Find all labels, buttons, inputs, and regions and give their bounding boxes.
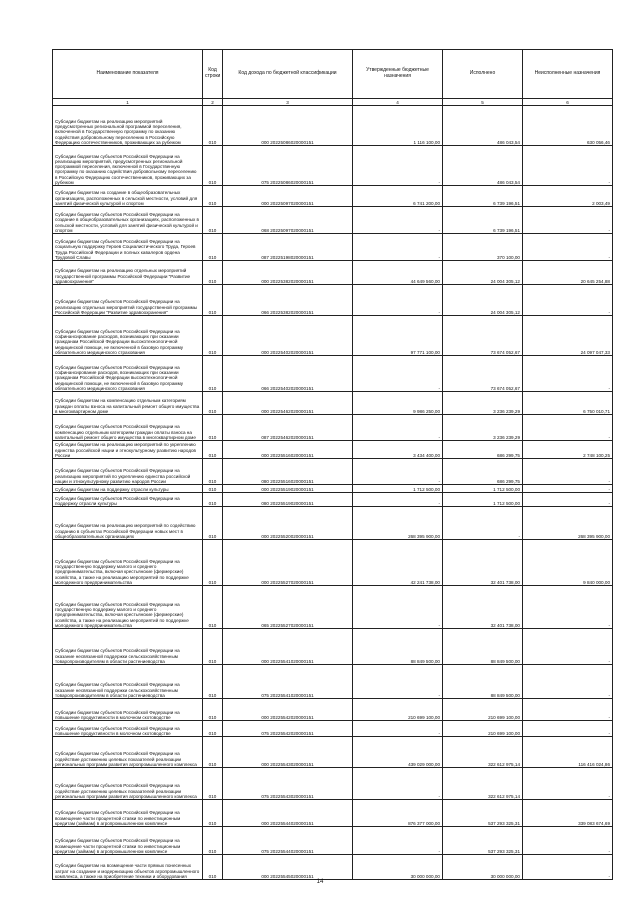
row-revenue-code: 000 20225519020000151 xyxy=(223,485,353,493)
row-name: Субсидии бюджетам субъектов Российской Федерации на софинансирование расходов, возникающих при оказании гражданам Российской Федерации высокотехнологичной медицинской помощи, не включенной в базовую программу обязательного медицинского страхования xyxy=(53,356,203,392)
row-line-code: 010 xyxy=(203,415,223,441)
row-approved: 30 000 000,00 xyxy=(353,855,443,880)
row-revenue-code: 000 20225541020000151 xyxy=(223,629,353,665)
row-remaining: - xyxy=(523,699,613,721)
row-line-code: 010 xyxy=(203,699,223,721)
row-remaining: 2 748 100,25 xyxy=(523,441,613,459)
row-approved: - xyxy=(353,665,443,699)
row-name: Субсидии бюджетам субъектов Российской Федерации на повышение продуктивности в молочном скотоводстве xyxy=(53,699,203,721)
table-row xyxy=(53,356,613,392)
table-row xyxy=(53,855,613,880)
page-number: 14 xyxy=(316,879,324,885)
row-revenue-code: 000 20225543020000151 xyxy=(223,737,353,768)
row-remaining: - xyxy=(523,356,613,392)
row-remaining: 116 416 024,86 xyxy=(523,737,613,768)
table-row xyxy=(53,827,613,855)
row-executed: - xyxy=(443,507,523,540)
row-executed: 3 236 239,29 xyxy=(443,415,523,441)
row-executed: 322 612 975,14 xyxy=(443,737,523,768)
row-name: Субсидии бюджетам субъектов Российской Федерации на оказание несвязанной поддержки сельскохозяйственным товаропроизводителям в области растениеводства xyxy=(53,665,203,699)
table-row xyxy=(53,441,613,459)
row-remaining: - xyxy=(523,629,613,665)
row-executed: 24 004 305,12 xyxy=(443,285,523,316)
row-revenue-code: 068 20225097020000151 xyxy=(223,207,353,234)
col-number: 1 xyxy=(53,99,203,106)
table-row xyxy=(53,459,613,485)
row-line-code: 010 xyxy=(203,665,223,699)
row-name: Субсидии бюджетам субъектов Российской Федерации на содействие достижению целевых показателей реализации региональных программ развития агропромышленного комплекса xyxy=(53,737,203,768)
row-remaining: 268 395 900,00 xyxy=(523,507,613,540)
table-row xyxy=(53,186,613,207)
row-revenue-code: 087 20225198020000151 xyxy=(223,234,353,261)
row-remaining: - xyxy=(523,586,613,629)
table-row xyxy=(53,629,613,665)
row-line-code: 010 xyxy=(203,106,223,146)
row-approved: 876 377 000,00 xyxy=(353,800,443,827)
row-revenue-code: 080 20225519020000151 xyxy=(223,493,353,507)
row-approved: - xyxy=(353,493,443,507)
row-executed: 88 849 500,00 xyxy=(443,665,523,699)
table-row xyxy=(53,665,613,699)
table-row xyxy=(53,392,613,415)
row-line-code: 010 xyxy=(203,146,223,186)
row-approved: - xyxy=(353,459,443,485)
row-line-code: 010 xyxy=(203,356,223,392)
row-revenue-code: 000 20225545020000151 xyxy=(223,855,353,880)
row-executed: 1 712 500,00 xyxy=(443,485,523,493)
row-revenue-code: 000 20225520020000151 xyxy=(223,507,353,540)
table-row xyxy=(53,485,613,493)
row-name: Субсидии бюджетам субъектов Российской Федерации на реализацию мероприятий по укреплению единства российской нации и этнокультурному развитию народов России xyxy=(53,459,203,485)
row-revenue-code: 000 20225527020000151 xyxy=(223,540,353,586)
table-row xyxy=(53,540,613,586)
row-approved: 268 395 900,00 xyxy=(353,507,443,540)
row-name: Субсидии бюджетам на реализацию мероприятий по укреплению единства российской нации и этнокультурному развитию народов России xyxy=(53,441,203,459)
row-revenue-code: 066 20225382020000151 xyxy=(223,285,353,316)
row-revenue-code: 075 20225543020000151 xyxy=(223,768,353,800)
side-stamp xyxy=(597,862,621,888)
row-revenue-code: 075 20225544020000151 xyxy=(223,827,353,855)
col-number: 5 xyxy=(443,99,523,106)
row-executed: 486 043,54 xyxy=(443,146,523,186)
row-remaining: - xyxy=(523,459,613,485)
table-row xyxy=(53,721,613,737)
row-line-code: 010 xyxy=(203,459,223,485)
table-row xyxy=(53,768,613,800)
row-approved: 42 241 738,00 xyxy=(353,540,443,586)
row-executed: 537 293 325,31 xyxy=(443,827,523,855)
row-name: Субсидии бюджетам субъектов Российской Федерации на поддержку отрасли культуры xyxy=(53,493,203,507)
table-row xyxy=(53,493,613,507)
row-name: Субсидии бюджетам субъектов Российской Федерации на возмещение части процентной ставки по инвестиционным кредитам (займам) в агропромышленном комплексе xyxy=(53,800,203,827)
row-executed: 6 739 196,51 xyxy=(443,207,523,234)
row-executed: 88 849 500,00 xyxy=(443,629,523,665)
row-approved: - xyxy=(353,586,443,629)
row-name: Субсидии бюджетам субъектов Российской Федерации на создание в общеобразовательных организациях, расположенных в сельской местности, условий для занятий физической культурой и спортом xyxy=(53,207,203,234)
row-approved: 210 699 100,00 xyxy=(353,699,443,721)
row-executed: 686 299,75 xyxy=(443,459,523,485)
row-line-code: 010 xyxy=(203,586,223,629)
table-row xyxy=(53,800,613,827)
row-remaining: - xyxy=(523,146,613,186)
row-revenue-code: 000 20225402020000151 xyxy=(223,316,353,356)
row-revenue-code: 000 20225544020000151 xyxy=(223,800,353,827)
col-number: 6 xyxy=(523,99,613,106)
row-executed: 32 401 738,00 xyxy=(443,586,523,629)
row-executed: 32 401 738,00 xyxy=(443,540,523,586)
row-executed: 30 000 000,00 xyxy=(443,855,523,880)
report-sheet xyxy=(52,49,612,880)
row-approved: - xyxy=(353,146,443,186)
table-row xyxy=(53,737,613,768)
row-approved: - xyxy=(353,356,443,392)
header-row xyxy=(53,50,613,99)
row-name: Субсидии бюджетам на компенсацию отдельным категориям граждан оплаты взноса на капитальный ремонт общего имущества в многоквартирном доме xyxy=(53,392,203,415)
row-name: Субсидии бюджетам субъектов Российской Федерации на софинансирование расходов, возникающих при оказании гражданам Российской Федерации высокотехнологичной медицинской помощи, не включенной в базовую программу обязательного медицинского страхования xyxy=(53,316,203,356)
row-line-code: 010 xyxy=(203,855,223,880)
row-line-code: 010 xyxy=(203,261,223,285)
row-executed: 686 299,75 xyxy=(443,441,523,459)
row-approved: 6 741 200,00 xyxy=(353,186,443,207)
row-executed: 322 612 975,14 xyxy=(443,768,523,800)
table-row xyxy=(53,234,613,261)
row-revenue-code: 000 20225462020000151 xyxy=(223,392,353,415)
row-line-code: 010 xyxy=(203,392,223,415)
row-line-code: 010 xyxy=(203,316,223,356)
row-line-code: 010 xyxy=(203,285,223,316)
row-name: Субсидии бюджетам субъектов Российской Федерации на оказание несвязанной поддержки сельскохозяйственным товаропроизводителям в области растениеводства xyxy=(53,629,203,665)
row-approved: - xyxy=(353,827,443,855)
row-line-code: 010 xyxy=(203,207,223,234)
row-remaining: 9 840 000,00 xyxy=(523,540,613,586)
row-revenue-code: 065 20225527020000151 xyxy=(223,586,353,629)
row-remaining: - xyxy=(523,665,613,699)
column-number-row xyxy=(53,99,613,106)
row-name: Субсидии бюджетам субъектов Российской Федерации на повышение продуктивности в молочном скотоводстве xyxy=(53,721,203,737)
row-approved: - xyxy=(353,285,443,316)
row-remaining: - xyxy=(523,493,613,507)
col-number: 4 xyxy=(353,99,443,106)
row-revenue-code: 000 20225086020000151 xyxy=(223,106,353,146)
row-revenue-code: 080 20225516020000151 xyxy=(223,459,353,485)
row-revenue-code: 000 20225097020000151 xyxy=(223,186,353,207)
row-approved: - xyxy=(353,721,443,737)
row-revenue-code: 000 20225382020000151 xyxy=(223,261,353,285)
table-row xyxy=(53,207,613,234)
row-remaining: 339 083 674,69 xyxy=(523,800,613,827)
row-approved: 3 434 400,00 xyxy=(353,441,443,459)
row-executed: 24 004 305,12 xyxy=(443,261,523,285)
row-executed: 3 236 239,29 xyxy=(443,392,523,415)
row-approved: 97 771 100,00 xyxy=(353,316,443,356)
row-name: Субсидии бюджетам на возмещение части прямых понесенных затрат на создание и модернизацию объектов агропромышленного комплекса, а также на приобретение техники и оборудования xyxy=(53,855,203,880)
row-name: Субсидии бюджетам на реализацию отдельных мероприятий государственной программы Российской Федерации "Развитие здравоохранения" xyxy=(53,261,203,285)
table-row xyxy=(53,415,613,441)
row-remaining: - xyxy=(523,285,613,316)
row-revenue-code: 075 20225541020000151 xyxy=(223,665,353,699)
table-row xyxy=(53,507,613,540)
row-approved: - xyxy=(353,234,443,261)
row-name: Субсидии бюджетам субъектов Российской Федерации на компенсацию отдельным категориям граждан оплаты взноса на капитальный ремонт общего имущества в многоквартирном доме xyxy=(53,415,203,441)
row-name: Субсидии бюджетам на поддержку отрасли культуры xyxy=(53,485,203,493)
row-approved: 44 649 560,00 xyxy=(353,261,443,285)
header-approved: Утвержденные бюджетные назначения xyxy=(353,50,443,99)
table-row xyxy=(53,586,613,629)
row-executed: 6 739 196,51 xyxy=(443,186,523,207)
row-line-code: 010 xyxy=(203,441,223,459)
row-name: Субсидии бюджетам на создание в общеобразовательных организациях, расположенных в сельской местности, условий для занятий физической культурой и спортом xyxy=(53,186,203,207)
row-remaining: 6 750 010,71 xyxy=(523,392,613,415)
row-revenue-code: 000 20225516020000151 xyxy=(223,441,353,459)
row-remaining: 630 056,46 xyxy=(523,106,613,146)
row-line-code: 010 xyxy=(203,507,223,540)
row-remaining: - xyxy=(523,234,613,261)
row-name: Субсидии бюджетам субъектов Российской Федерации на социальную поддержку Героев Социалистического Труда, Героев Труда Российской Федерации и полных кавалеров ордена Трудовой Славы xyxy=(53,234,203,261)
row-name: Субсидии бюджетам субъектов Российской Федерации на реализацию отдельных мероприятий государственной программы Российской Федерации "Развитие здравоохранения" xyxy=(53,285,203,316)
row-line-code: 010 xyxy=(203,721,223,737)
row-executed: 370 100,00 xyxy=(443,234,523,261)
row-approved: 1 712 500,00 xyxy=(353,485,443,493)
row-approved: 88 849 500,00 xyxy=(353,629,443,665)
col-number: 2 xyxy=(203,99,223,106)
row-line-code: 010 xyxy=(203,827,223,855)
row-remaining: - xyxy=(523,207,613,234)
header-executed: Исполнено xyxy=(443,50,523,99)
row-executed: 73 674 052,67 xyxy=(443,356,523,392)
row-remaining: 24 097 047,33 xyxy=(523,316,613,356)
row-approved: 1 116 100,00 xyxy=(353,106,443,146)
row-line-code: 010 xyxy=(203,234,223,261)
row-line-code: 010 xyxy=(203,485,223,493)
row-revenue-code: 000 20225542020000151 xyxy=(223,699,353,721)
row-name: Субсидии бюджетам на реализацию мероприятий по содействию созданию в субъектах Российской Федерации новых мест в общеобразовательных организациях xyxy=(53,507,203,540)
row-remaining: - xyxy=(523,855,613,880)
header-line-code: Код строки xyxy=(203,50,223,99)
row-name: Субсидии бюджетам субъектов Российской Федерации на реализацию мероприятий, предусмотренных региональной программой переселения, включенной в Государственную программу по оказанию содействия добровольному переселению в Российскую Федерацию соотечественников, проживающих за рубежом xyxy=(53,146,203,186)
row-name: Субсидии бюджетам субъектов Российской Федерации на содействие достижению целевых показателей реализации региональных программ развития агропромышленного комплекса xyxy=(53,768,203,800)
row-revenue-code: 075 20225542020000151 xyxy=(223,721,353,737)
table-row xyxy=(53,285,613,316)
header-name: Наименование показателя xyxy=(53,50,203,99)
row-remaining: - xyxy=(523,415,613,441)
row-approved: 9 986 250,00 xyxy=(353,392,443,415)
row-approved: - xyxy=(353,207,443,234)
row-line-code: 010 xyxy=(203,186,223,207)
row-approved: - xyxy=(353,768,443,800)
row-executed: 210 699 100,00 xyxy=(443,721,523,737)
revenue-table xyxy=(52,49,613,880)
row-approved: - xyxy=(353,415,443,441)
table-row xyxy=(53,261,613,285)
row-revenue-code: 087 20225462020000151 xyxy=(223,415,353,441)
col-number: 3 xyxy=(223,99,353,106)
row-line-code: 010 xyxy=(203,737,223,768)
header-revenue-code: Код дохода по бюджетной классификации xyxy=(223,50,353,99)
row-line-code: 010 xyxy=(203,768,223,800)
row-line-code: 010 xyxy=(203,629,223,665)
row-name: Субсидии бюджетам субъектов Российской Федерации на государственную поддержку малого и среднего предпринимательства, включая крестьянские (фермерские) хозяйства, а также на реализацию мероприятий по поддержке молодежного предпринимательства xyxy=(53,540,203,586)
header-remaining: Неисполненные назначения xyxy=(523,50,613,99)
row-remaining: - xyxy=(523,485,613,493)
row-remaining: 20 645 254,88 xyxy=(523,261,613,285)
row-revenue-code: 075 20225086020000151 xyxy=(223,146,353,186)
table-row xyxy=(53,699,613,721)
row-remaining: - xyxy=(523,768,613,800)
row-name: Субсидии бюджетам субъектов Российской Федерации на государственную поддержку малого и среднего предпринимательства, включая крестьянские (фермерские) хозяйства, а также на реализацию мероприятий по поддержке молодежного предпринимательства xyxy=(53,586,203,629)
row-executed: 73 674 052,67 xyxy=(443,316,523,356)
row-executed: 1 712 500,00 xyxy=(443,493,523,507)
row-executed: 210 699 100,00 xyxy=(443,699,523,721)
row-revenue-code: 066 20225402020000151 xyxy=(223,356,353,392)
row-remaining: 2 003,49 xyxy=(523,186,613,207)
row-line-code: 010 xyxy=(203,540,223,586)
row-executed: 486 043,54 xyxy=(443,106,523,146)
table-row xyxy=(53,316,613,356)
row-executed: 537 293 325,31 xyxy=(443,800,523,827)
row-approved: 439 029 000,00 xyxy=(353,737,443,768)
row-line-code: 010 xyxy=(203,493,223,507)
row-remaining: - xyxy=(523,827,613,855)
row-name: Субсидии бюджетам на реализацию мероприятий предусмотренных региональной программой переселения, включенной в Государственную программу по оказанию содействия добровольному переселению в Российскую Федерацию соотечественников, проживающих за рубежом xyxy=(53,106,203,146)
row-line-code: 010 xyxy=(203,800,223,827)
row-name: Субсидии бюджетам субъектов Российской Федерации на возмещение части процентной ставки по инвестиционным кредитам (займам) в агропромышленном комплексе xyxy=(53,827,203,855)
table-row xyxy=(53,106,613,146)
table-row xyxy=(53,146,613,186)
row-remaining: - xyxy=(523,721,613,737)
